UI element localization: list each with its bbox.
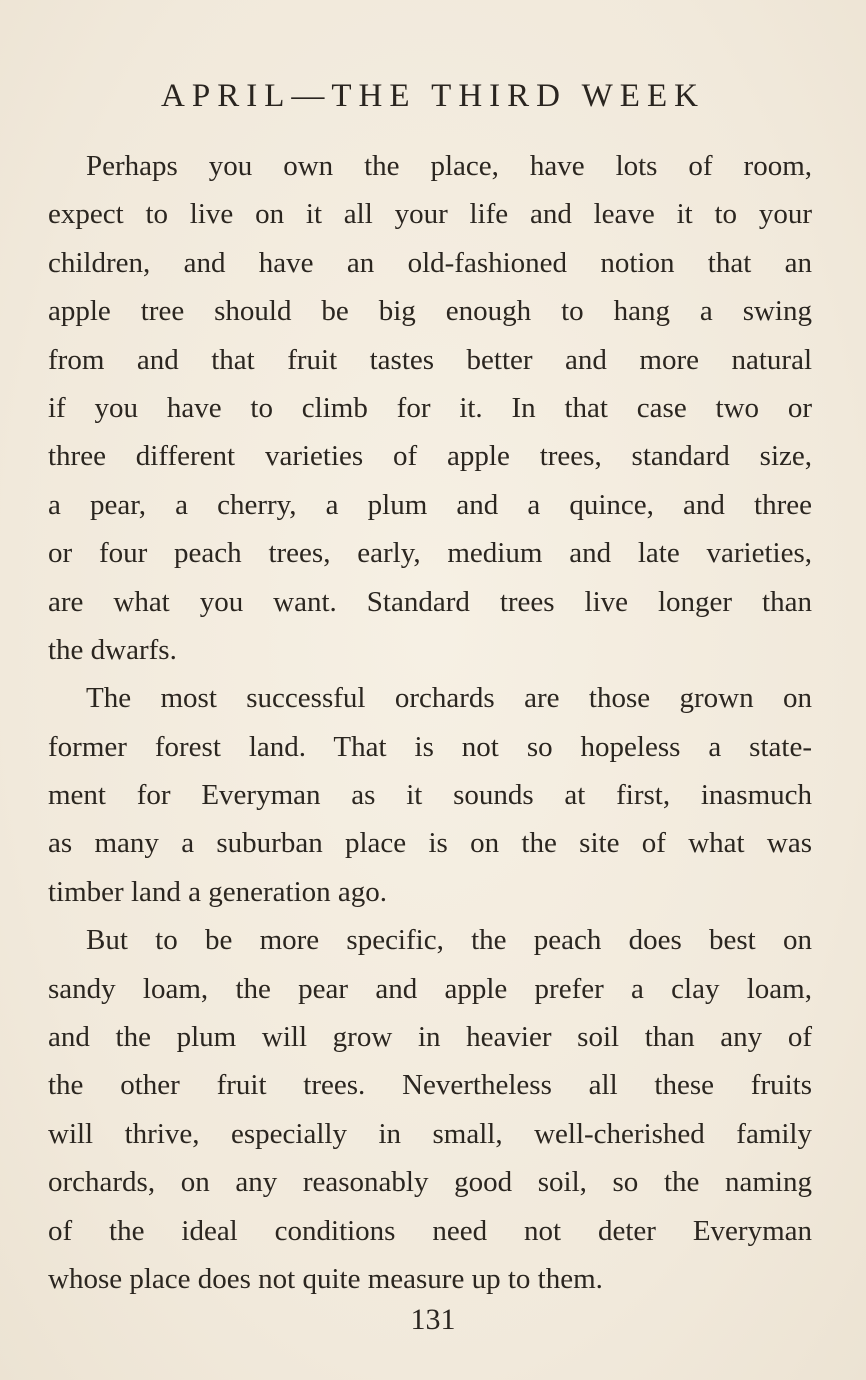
text-line: of the ideal conditions need not deter Everyman [48, 1214, 812, 1247]
text-line: and the plum will grow in heavier soil than any of [48, 1021, 812, 1054]
text-line: timber land a generation ago. [48, 875, 388, 908]
page-number: 131 [410, 1303, 456, 1336]
text-line: will thrive, especially in small, well-cherished family [48, 1117, 812, 1150]
text-line: former forest land. That is not so hopeless a state- [48, 730, 812, 763]
text-line: The most successful orchards are those grown on [86, 682, 812, 715]
text-line: whose place does not quite measure up to them. [48, 1262, 603, 1295]
text-line: or four peach trees, early, medium and late varieties, [48, 537, 812, 570]
text-line: a pear, a cherry, a plum and a quince, and three [48, 488, 812, 521]
text-line: three different varieties of apple trees, standard size, [48, 440, 812, 473]
text-line: But to be more specific, the peach does best on [86, 924, 812, 957]
text-line: sandy loam, the pear and apple prefer a clay loam, [48, 972, 812, 1005]
text-line: expect to live on it all your life and leave it to your [48, 198, 812, 231]
text-line: Perhaps you own the place, have lots of room, [86, 150, 812, 182]
running-head: APRIL—THE THIRD WEEK [161, 78, 705, 114]
body-text [48, 142, 812, 1303]
text-line: orchards, on any reasonably good soil, so the naming [48, 1166, 812, 1199]
text-line: if you have to climb for it. In that case two or [48, 391, 812, 424]
text-line: the other fruit trees. Nevertheless all these fruits [48, 1069, 812, 1102]
text-line: children, and have an old-fashioned notion that an [48, 246, 812, 279]
text-line: apple tree should be big enough to hang a swing [48, 295, 812, 328]
text-line: are what you want. Standard trees live longer than [48, 585, 812, 618]
text-line: from and that fruit tastes better and more natural [48, 343, 812, 376]
text-line: ment for Everyman as it sounds at first, inasmuch [48, 779, 812, 812]
text-line: as many a suburban place is on the site of what was [48, 827, 812, 860]
text-line: the dwarfs. [48, 633, 177, 666]
